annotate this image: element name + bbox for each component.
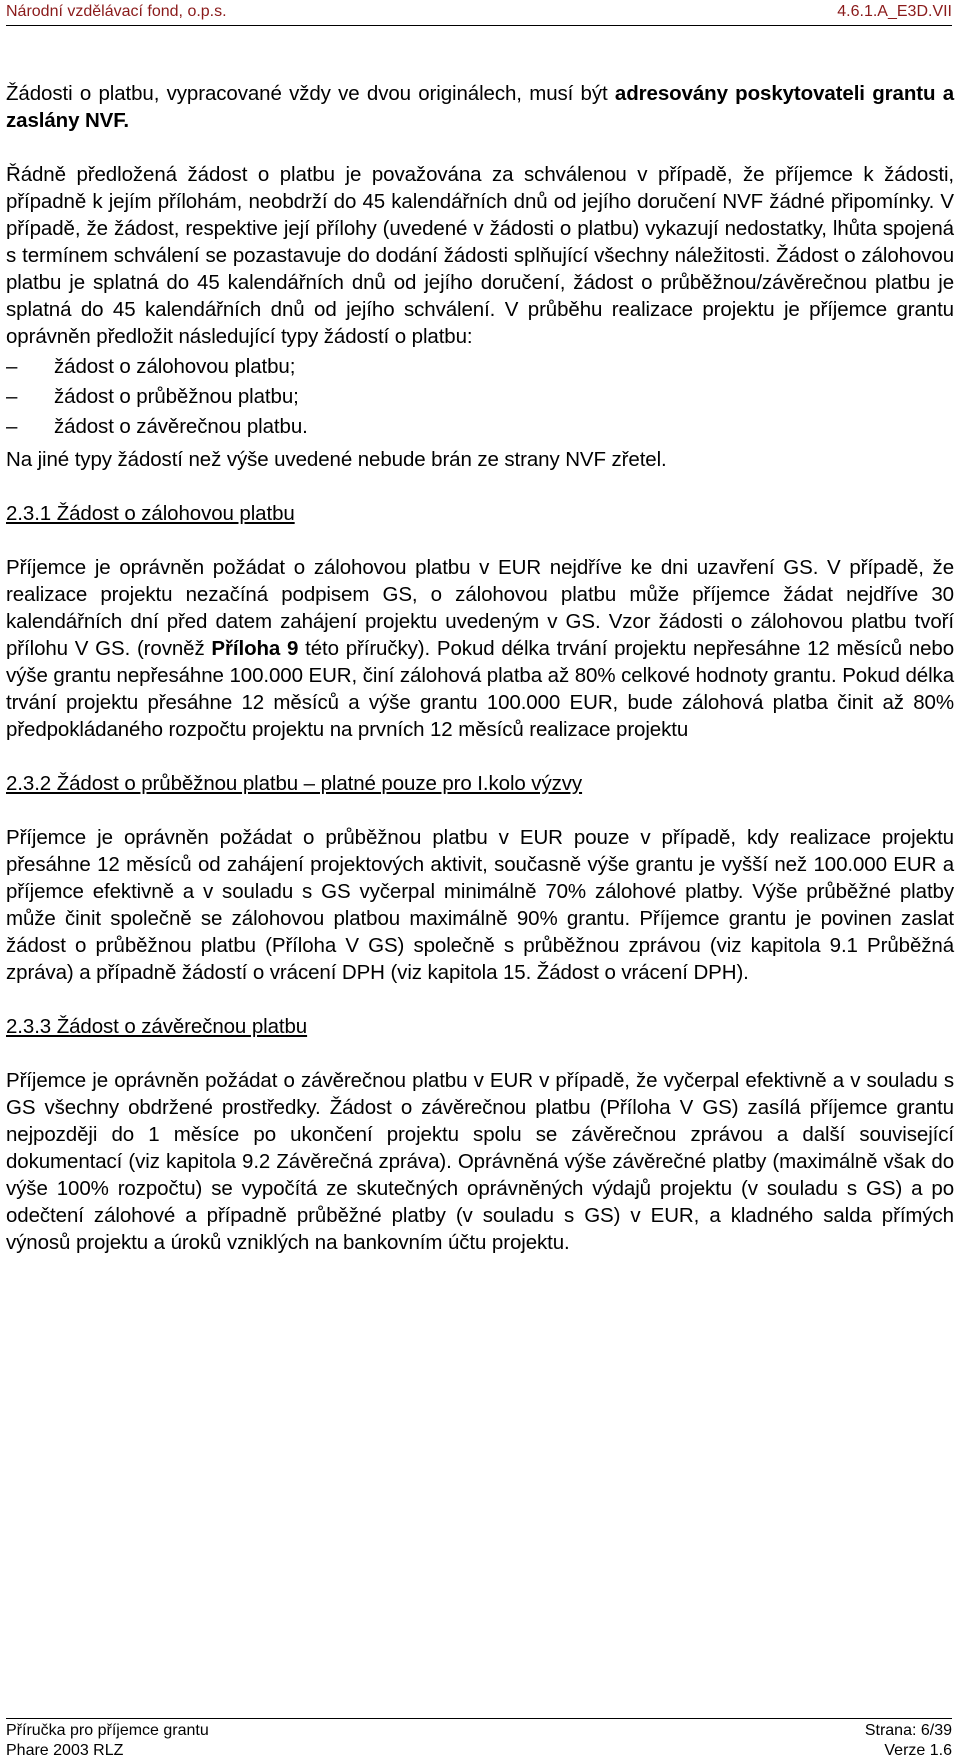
paragraph-approval-rules: Řádně předložená žádost o platbu je považována za schválenou v případě, že příjemce k žádosti, případně k jejím přílohám, neobdrží do 45 kalendářních dnů od jejího doručení NVF žádné připomínky. V případě, že žádost, respektive její přílohy (uvedené v žádosti o platbu) vykazují nedostatky, lhůta spojená s termínem schválení se pozastavuje do dodání žádosti splňující všechny náležitosti. Žádost o zálohovou platbu je splatná do 45 kalendářních dnů od jejího doručení, žádost o průběžnou/závěrečnou platbu je splatná do 45 kalendářních dnů od jejího schválení. V průběhu realizace projektu je příjemce grantu oprávněn předložit následující typy žádostí o platbu: [6, 163, 954, 348]
list-item-text: žádost o zálohovou platbu; [54, 355, 296, 378]
footer-programme: Phare 2003 RLZ [6, 1742, 124, 1759]
paragraph-other-types: Na jiné typy žádostí než výše uvedené nebude brán ze strany NVF zřetel. [6, 448, 667, 471]
section-heading-2-3-1: 2.3.1 Žádost o zálohovou platbu [6, 502, 295, 525]
list-item-text: žádost o průběžnou platbu; [54, 385, 299, 408]
dash-bullet: – [6, 355, 18, 378]
paragraph-advance-payment [6, 554, 954, 743]
dash-bullet: – [6, 415, 18, 438]
footer-divider [6, 1718, 952, 1719]
payment-types-list [6, 353, 954, 440]
list-item [6, 383, 954, 410]
document-body [6, 80, 954, 1283]
section-heading-2-3-3: 2.3.3 Žádost o závěrečnou platbu [6, 1015, 308, 1038]
header-organization: Národní vzdělávací fond, o.p.s. [6, 3, 227, 20]
paragraph-requests-addressing [6, 80, 954, 134]
paragraph-text: této příručky). Pokud délka trvání projektu nepřesáhne 12 měsíců nebo výše grantu nepřesáhne 100.000 EUR, činí zálohová platba až 80% celkové hodnoty grantu. Pokud délka trvání projektu přesáhne 12 měsíců a výše grantu 100.000 EUR, bude zálohová platba činit až 80% předpokládaného rozpočtu projektu na prvních 12 měsíců realizace projektu [6, 637, 954, 741]
dash-bullet: – [6, 385, 18, 408]
footer-page-number: Strana: 6/39 [864, 1722, 952, 1739]
list-item-text: žádost o závěrečnou platbu. [54, 415, 308, 438]
paragraph-final-payment: Příjemce je oprávněn požádat o závěrečnou platbu v EUR v případě, že vyčerpal efektivně a v souladu s GS všechny obdržené prostředky. Žádost o závěrečnou platbu (Příloha V GS) zasílá příjemce grantu nejpozději do 1 měsíce po ukončení projektu spolu se závěrečnou zprávou a další související dokumentací (viz kapitola 9.2 Závěrečná zpráva). Oprávněná výše závěrečné platby (maximálně však do výše 100% rozpočtu) se vypočítá ze skutečných oprávněných výdajů projektu (v souladu s GS) a po odečtení zálohové a případně průběžné platby (v souladu s GS) v EUR, a kladného salda přímých výnosů projektu a úroků vzniklých na bankovním účtu projektu. [6, 1069, 954, 1254]
footer-document-title: Příručka pro příjemce grantu [6, 1722, 209, 1739]
page-footer [6, 1718, 952, 1761]
header-divider [6, 25, 952, 26]
list-item [6, 413, 954, 440]
emphasis-text: adresovány poskytovateli grantu a zaslány NVF. [6, 82, 955, 132]
header-document-code: 4.6.1.A_E3D.VII [837, 3, 952, 20]
paragraph-text: Příjemce je oprávněn požádat o zálohovou platbu v EUR nejdříve ke dni uzavření GS. V případě, že realizace projektu nezačíná podpisem GS, o zálohovou platbu může příjemce žádat nejdříve 30 kalendářních dní před datem zahájení projektu uvedeným v GS. Vzor žádosti o zálohovou platbu tvoří přílohu V GS. (rovněž [6, 556, 954, 660]
list-item [6, 353, 954, 380]
footer-version: Verze 1.6 [884, 1742, 952, 1759]
section-heading-2-3-2: 2.3.2 Žádost o průběžnou platbu – platné pouze pro I.kolo výzvy [6, 772, 583, 795]
emphasis-text: Příloha 9 [211, 637, 299, 660]
paragraph-text: Žádosti o platbu, vypracované vždy ve dvou originálech, musí být [6, 82, 615, 105]
paragraph-interim-payment: Příjemce je oprávněn požádat o průběžnou platbu v EUR pouze v případě, kdy realizace projektu přesáhne 12 měsíců od zahájení projektových aktivit, současně výše grantu je vyšší než 100.000 EUR a příjemce efektivně a v souladu s GS vyčerpal minimálně 70% zálohové platby. Výše průběžné platby může činit společně se zálohovou platbou maximálně 90% grantu. Příjemce grantu je povinen zaslat žádost o průběžnou platbu (Příloha V GS) společně s průběžnou zprávou (viz kapitola 9.1 Průběžná zpráva) a případně žádostí o vrácení DPH (viz kapitola 15. Žádost o vrácení DPH). [6, 826, 954, 984]
